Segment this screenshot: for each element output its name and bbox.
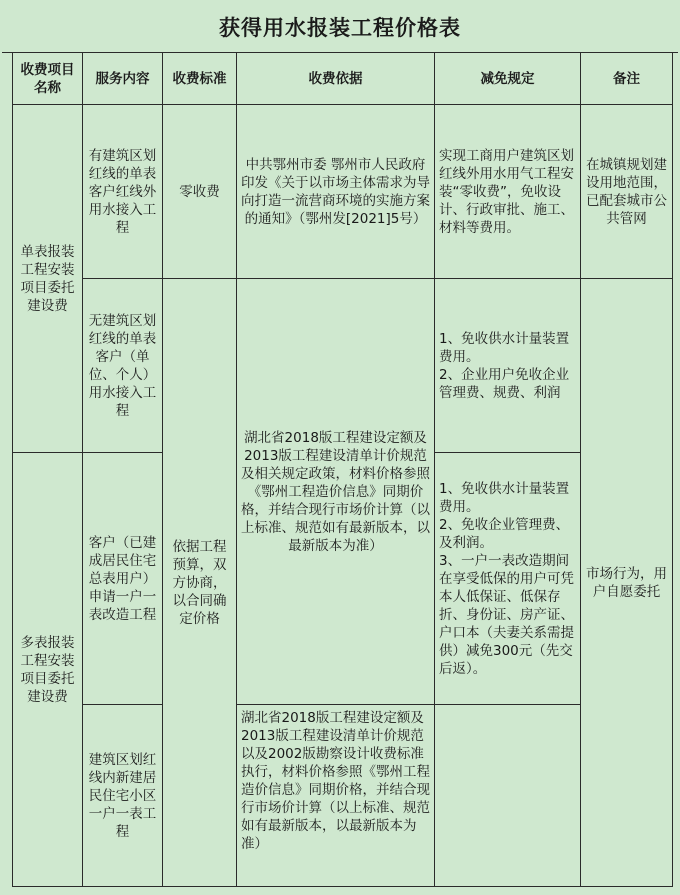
note-shared: 市场行为，用户自愿委托: [581, 279, 673, 887]
header-fee-standard: 收费标准: [163, 53, 237, 105]
header-service-content: 服务内容: [83, 53, 163, 105]
header-item-name: 收费项目名称: [13, 53, 83, 105]
item-name-multi: 多表报装工程安装项目委托建设费: [13, 453, 83, 887]
header-row: [13, 53, 673, 105]
fee-basis: 湖北省2018版工程建设定额及2013版工程建设清单计价规范以及2002版勘察设计收费标准执行，材料价格参照《鄂州工程造价信息》同期价格，并结合现行市场价计算（以上标准、规范如有最新版本，以最新版本为准）: [237, 705, 435, 887]
header-fee-basis: 收费依据: [237, 53, 435, 105]
fee-standard: 零收费: [163, 105, 237, 279]
service-content: 客户（已建成居民住宅总表用户）申请一户一表改造工程: [83, 453, 163, 705]
table-row: [13, 105, 673, 279]
service-content: 无建筑区划红线的单表客户（单位、个人）用水接入工程: [83, 279, 163, 453]
fee-standard-shared: 依据工程预算，双方协商，以合同确定价格: [163, 279, 237, 887]
price-sheet: [2, 2, 678, 891]
service-content: 建筑区划红线内新建居民住宅小区一户一表工程: [83, 705, 163, 887]
fee-basis-shared: 湖北省2018版工程建设定额及2013版工程建设清单计价规范及相关规定政策，材料价格参照《鄂州工程造价信息》同期价格，并结合现行市场价计算（以上标准、规范如有最新版本，以最新版本为准）: [237, 279, 435, 705]
page-title: 获得用水报装工程价格表: [2, 2, 678, 53]
service-content: 有建筑区划红线的单表客户红线外用水接入工程: [83, 105, 163, 279]
table-row: [13, 279, 673, 453]
exemption-rule-empty: [435, 705, 581, 887]
exemption-rule: 1、免收供水计量装置费用。 2、企业用户免收企业管理费、规费、利润: [435, 279, 581, 453]
note: 在城镇规划建设用地范围，已配套城市公共管网: [581, 105, 673, 279]
item-name-single: 单表报装工程安装项目委托建设费: [13, 105, 83, 453]
fee-basis: 中共鄂州市委 鄂州市人民政府印发《关于以市场主体需求为导向打造一流营商环境的实施方案的通知》（鄂州发[2021]5号）: [237, 105, 435, 279]
header-note: 备注: [581, 53, 673, 105]
header-exemption: 减免规定: [435, 53, 581, 105]
exemption-rule: 实现工商用户建筑区划红线外用水用气工程安装“零收费”，免收设计、行政审批、施工、材料等费用。: [435, 105, 581, 279]
exemption-rule: 1、免收供水计量装置费用。 2、免收企业管理费、及利润。 3、一户一表改造期间在享受低保的用户可凭本人低保证、低保存折、身份证、房产证、户口本（夫妻关系需提供）减免300元（先交后返）。: [435, 453, 581, 705]
fee-table: [12, 52, 673, 887]
table-row: [13, 705, 673, 887]
